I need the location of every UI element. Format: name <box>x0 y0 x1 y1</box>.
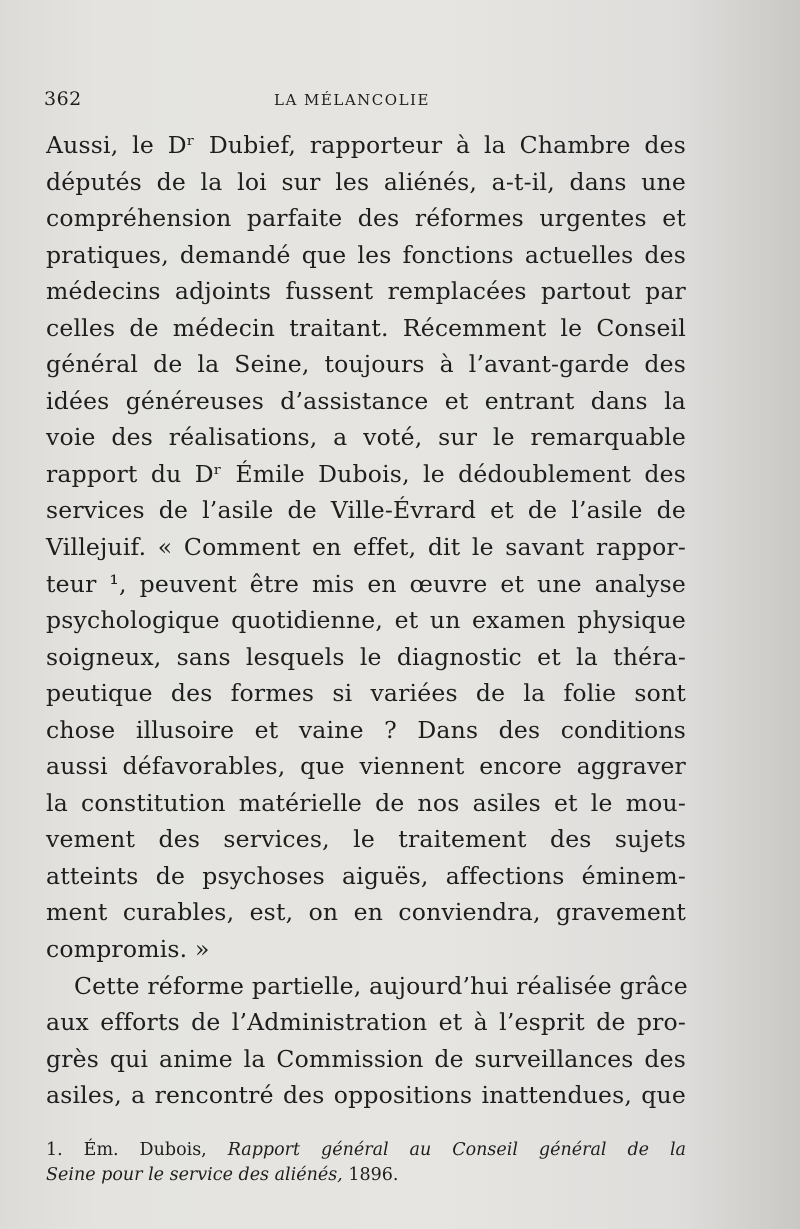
text-line: rapport du Dʳ Émile Dubois, le dédoublement des <box>46 459 686 488</box>
footnote <box>46 1138 686 1188</box>
text-line: celles de médecin traitant. Récemment le Conseil <box>46 313 686 342</box>
text-line: compréhension parfaite des réformes urgentes et <box>46 204 686 233</box>
text-line: voie des réalisations, a voté, sur le remarquable <box>46 423 686 452</box>
footnote-author: Ém. Dubois, <box>83 1140 207 1160</box>
body-text <box>46 127 686 1114</box>
text-line: Villejuif. « Comment en effet, dit le savant rappor- <box>46 533 686 562</box>
text-line: compromis. » <box>46 935 210 964</box>
text-line: pratiques, demandé que les fonctions actuelles des <box>46 240 686 269</box>
footnote-marker: 1. <box>46 1140 63 1160</box>
text-line: Aussi, le Dʳ Dubief, rapporteur à la Chambre des <box>46 131 686 159</box>
text-line: la constitution matérielle de nos asiles et le mou- <box>46 788 686 817</box>
text-line: députés de la loi sur les aliénés, a-t-il, dans une <box>46 167 686 196</box>
text-line: Cette réforme partielle, aujourd’hui réalisée grâce <box>74 971 688 1000</box>
text-line: asiles, a rencontré des oppositions inattendues, que <box>46 1081 686 1110</box>
running-title: LA MÉLANCOLIE <box>274 91 430 109</box>
text-line: services de l’asile de Ville-Évrard et de l’asile de <box>46 496 686 525</box>
page-number: 362 <box>44 88 82 110</box>
footnote-year: 1896. <box>348 1165 399 1185</box>
text-line: vement des services, le traitement des sujets <box>46 825 686 854</box>
text-line: aussi défavorables, que viennent encore aggraver <box>46 752 686 781</box>
text-line: soigneux, sans lesquels le diagnostic et la théra- <box>46 642 686 671</box>
footnote-line <box>46 1163 686 1188</box>
text-line: médecins adjoints fussent remplacées partout par <box>46 277 686 306</box>
page-header <box>44 88 684 118</box>
text-line: ment curables, est, on en conviendra, gravement <box>46 898 686 927</box>
text-line: général de la Seine, toujours à l’avant-garde des <box>46 350 686 379</box>
footnote-title: Seine pour le service des aliénés, <box>46 1165 343 1185</box>
footnote-title: Rapport général au Conseil général de la <box>227 1140 686 1160</box>
text-line: idées généreuses d’assistance et entrant dans la <box>46 386 686 415</box>
text-line: psychologique quotidienne, et un examen physique <box>46 606 686 635</box>
text-line: grès qui anime la Commission de surveillances des <box>46 1044 686 1073</box>
text-line: teur ¹, peuvent être mis en œuvre et une analyse <box>46 569 686 598</box>
text-line: chose illusoire et vaine ? Dans des conditions <box>46 715 686 744</box>
text-line: atteints de psychoses aiguës, affections éminem- <box>46 861 686 890</box>
text-line: peutique des formes si variées de la folie sont <box>46 679 686 708</box>
footnote-line <box>46 1138 686 1163</box>
text-line: aux efforts de l’Administration et à l’esprit de pro- <box>46 1008 686 1037</box>
